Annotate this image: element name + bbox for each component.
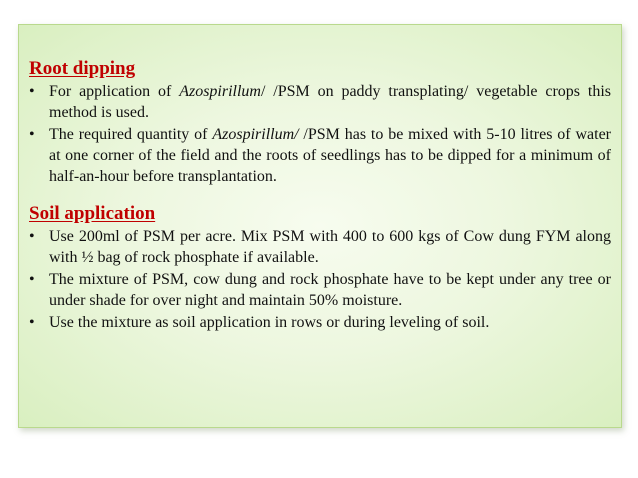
bullet-text-italic: Azospirillum (179, 83, 261, 100)
soil-application-list (29, 226, 611, 333)
bullet-item (29, 269, 611, 311)
slide-content-box (18, 24, 622, 428)
bullet-text: The required quantity of (49, 126, 213, 143)
bullet-icon: • (29, 314, 35, 331)
bullet-text: Use 200ml of PSM per acre. Mix PSM with 400 to 600 kgs of Cow dung FYM along with ½ bag of rock phosphate if available. (49, 228, 611, 266)
bullet-text-italic: Azospirillum/ (212, 126, 299, 143)
bullet-item (29, 226, 611, 268)
bullet-icon: • (29, 271, 35, 288)
bullet-text: /PSM has to be mixed with 5-10 litres of water at one corner of the field and the roots of seedlings has to be dipped for a minimum of half-an-hour before transplantation. (49, 126, 611, 185)
bullet-text: For application of (49, 83, 180, 100)
bullet-text: Use the mixture as soil application in rows or during leveling of soil. (49, 314, 490, 331)
bullet-icon: • (29, 83, 35, 100)
bullet-text: / /PSM on paddy transplating/ vegetable crops this method is used. (49, 83, 611, 121)
root-dipping-list (29, 81, 611, 187)
bullet-text: The mixture of PSM, cow dung and rock phosphate have to be kept under any tree or under shade for over night and maintain 50% moisture. (49, 271, 611, 309)
bullet-item (29, 124, 611, 187)
bullet-icon: • (29, 126, 35, 143)
bullet-icon: • (29, 228, 35, 245)
bullet-item (29, 312, 611, 333)
heading-root-dipping: Root dipping (29, 58, 136, 79)
bullet-item (29, 81, 611, 123)
heading-soil-application: Soil application (29, 203, 156, 224)
